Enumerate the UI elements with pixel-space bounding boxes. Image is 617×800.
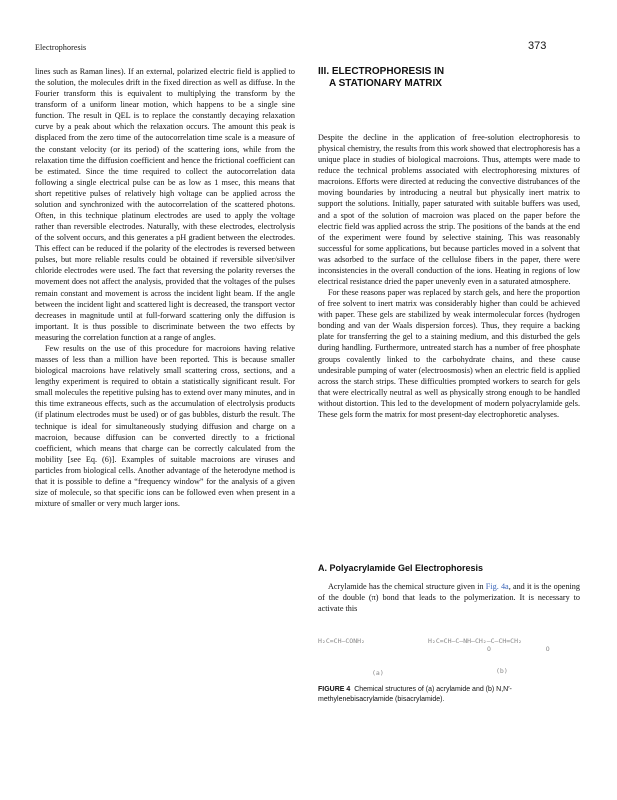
page-number: 373 <box>528 40 547 52</box>
subsection-body <box>318 581 580 614</box>
section-paragraph-1: Despite the decline in the application of free-solution electrophoresis to physical chemistry, the results from this work showed that electrophoresis has a unique place in studies of biological macroions. Thus, attempts were made to reduce the technical problems associated with electrophoresing mixtures of macroions. Efforts were directed at reducing the convective distrubances of the moving boundaries by introducing a neutral but physically inert matrix to support the solutions. Initially, paper saturated with suitable buffers was used, and a spot of the solution of macroion was placed on the paper before the electric field was applied across the strip. The positions of the bands at the end of the experiment were found by selective staining. This was reasonably successful for some applications, but because particles moved in a solvent that was adsorbed to the surface of the cellulose fibers in the paper, there were inconsistencies in the overall conduction of the ions. Heating in regions of low electrical resistance dried the paper unevenly even in a saturated atmosphere. <box>318 133 580 287</box>
subsection-paragraph-1 <box>318 581 580 614</box>
figure-4a-link[interactable]: Fig. 4a <box>485 582 509 591</box>
running-title: Electrophoresis <box>35 43 87 52</box>
structure-label-b: (b) <box>496 667 508 675</box>
left-paragraph-1: lines such as Raman lines). If an external, polarized electric field is applied to the solution, the molecules drift in the fixed direction as well as diffuse. In the Fourier transform this is equivalent to multiplying the transform by the transform of a uniform linear motion, which happens to be a single sine function. The result in QEL is to replace the constantly decaying relaxation curve by a peak about which the relaxation occurs. The amount this peak is displaced from the zero time of the autocorrelation time scale is a measure of the constant velocity (or its period) of the scattering ions, while from the relaxation time the diffusion coefficient and hence the frictional coefficient can be estimated. Since the time required to collect the autocorrelation data following a single electrical pulse can be as low as 1 msec, this means that short repetitive pulses of relatively high voltage can be applied across the solution and synchronized with the autocorrelation of the scattered photons. Often, in this technique platinum electrodes are used to apply the voltage rather than reversible electrodes. Naturally, with these electrodes, electrolysis of the solvent occurs, and this generates a pH gradient between the electrodes. This effect can be reduced if the polarity of the electrodes is reversed between pulses, but more reliable results could be obtained if reversible silver/silver chloride electrodes were used. The fact that reversing the polarity reverses the movement does not affect the analysis, provided that the voltages of the pulses remain constant and movement is across the incident light beam. If the angle between the incident light and scattered light is decreased, the transport vector decreases in magnitude until at full-forward scattering only the diffusion is important. It is thus possible to discriminate between the two effects by measuring the correlation function at a range of angles. <box>35 67 295 342</box>
section-heading-line-2: A STATIONARY MATRIX <box>329 78 442 89</box>
right-column <box>318 132 580 420</box>
section-heading <box>318 66 578 90</box>
subsection-text-a: Acrylamide has the chemical structure given in <box>328 582 486 591</box>
structure-bisacrylamide: H₂C=CH–C–NH–CH₂–C–CH=CH₂ <box>428 637 522 645</box>
structure-acrylamide: H₂C=CH–CONH₂ <box>318 637 365 645</box>
subsection-text-b: , and it is the opening of the double (π) bond that leads to the polymerization. It is necessary to activate this <box>318 582 580 614</box>
section-paragraph-2: For these reasons paper was replaced by starch gels, and here the proportion of free solvent to inert matrix was considerably higher than could be achieved with paper. These gels are stabilized by weak intermolecular forces (hydrogen bonding and van der Waals dispersion forces). Thus, they require a backing plate for transferring the gel to a staining medium, and this disturbed the gels during handling. Furthermore, untreated starch has a number of free phosphate groups covalently linked to the carbohydrate chains, and these cause undesirable pumping of water (electroosmosis) when an electric field is applied across the starch strips. These difficulties prompted workers to search for gels that were electrically neutral as well as physically strong enough to be handled without distortion. This led to the development of modern polyacrylamide gels. These gels form the matrix for most present-day electrophoretic analyses. <box>318 288 580 419</box>
subsection-heading: A. Polyacrylamide Gel Electrophoresis <box>318 563 484 573</box>
structure-bisacrylamide-oxygens: O O <box>487 645 550 653</box>
figure-caption-label: FIGURE 4 <box>318 686 351 693</box>
figure-caption-text: Chemical structures of (a) acrylamide and (b) N,N′-methylenebisacrylamide (bisacrylamide). <box>318 686 512 703</box>
structure-label-a: (a) <box>372 669 384 677</box>
left-paragraph-2: Few results on the use of this procedure for macroions having relative masses of less than a million have been reported. This is because smaller biological macroions have relatively small scattering cross, sections, and a lengthy experiment is required to obtain a statistically significant result. For small molecules the repetitive pulsing has to extend over many minutes, and in this time extraneous effects, such as the accumulation of electrolysis products (if platinum electrodes must be used) or of gas bubbles, disturb the result. The technique is ideal for simultaneously studying diffusion and charge on a macroion, because diffusion can be converted directly to a frictional coefficient, which means that charge can be correctly calculated from the mobility [see Eq. (6)]. Examples of suitable macroions are viruses and particles from biological cells. Another advantage of the heterodyne method is that it is possible to define a “frequency window” for the analysis of a given size of molecule, so that specific ions can be followed even when present in a mixture of smaller or very much larger ions. <box>35 343 295 509</box>
section-heading-line-1: III. ELECTROPHORESIS IN <box>318 66 445 77</box>
left-column <box>35 66 295 509</box>
figure-caption <box>318 685 580 704</box>
